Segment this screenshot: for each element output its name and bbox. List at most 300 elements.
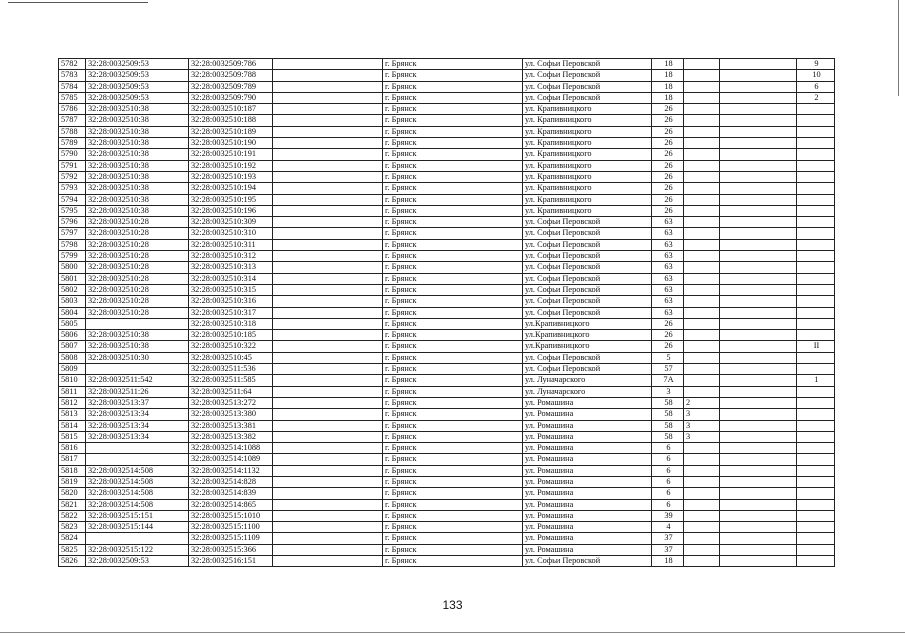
cadastral-number-cell: 32:28:0032510:188 [189, 115, 273, 126]
flat-number-cell [797, 149, 835, 160]
extra-field-cell [273, 409, 383, 420]
table-row [59, 364, 835, 375]
extra-field-cell [273, 544, 383, 555]
table-row [59, 533, 835, 544]
extra-field-cell [273, 364, 383, 375]
city-cell: г. Брянск [383, 239, 523, 250]
building-number-cell: 3 [684, 431, 720, 442]
cadastral-number-cell: 32:28:0032509:788 [189, 70, 273, 81]
parent-cadastral-number-cell: 32:28:0032510:38 [86, 126, 189, 137]
parent-cadastral-number-cell: 32:28:0032510:28 [86, 262, 189, 273]
cadastral-number-cell: 32:28:0032510:196 [189, 205, 273, 216]
parent-cadastral-number-cell: 32:28:0032515:151 [86, 510, 189, 521]
parent-cadastral-number-cell: 32:28:0032514:508 [86, 476, 189, 487]
street-cell: ул. Софьи Перовской [523, 273, 652, 284]
city-cell: г. Брянск [383, 284, 523, 295]
house-number-cell: 39 [652, 510, 684, 521]
house-number-cell: 18 [652, 81, 684, 92]
table-row [59, 544, 835, 555]
flat-field-cell [720, 533, 797, 544]
extra-field-cell [273, 217, 383, 228]
extra-field-cell [273, 149, 383, 160]
cadastral-number-cell: 32:28:0032513:272 [189, 397, 273, 408]
street-cell: ул. Софьи Перовской [523, 92, 652, 103]
flat-number-cell [797, 171, 835, 182]
street-cell: ул. Крапивницкого [523, 194, 652, 205]
flat-field-cell [720, 138, 797, 149]
extra-field-cell [273, 307, 383, 318]
parent-cadastral-number-cell: 32:28:0032513:34 [86, 431, 189, 442]
street-cell: ул. Ромашина [523, 443, 652, 454]
house-number-cell: 6 [652, 476, 684, 487]
cadastral-number-cell: 32:28:0032510:185 [189, 330, 273, 341]
flat-number-cell [797, 454, 835, 465]
flat-field-cell [720, 126, 797, 137]
building-number-cell [684, 217, 720, 228]
house-number-cell: 26 [652, 171, 684, 182]
row-number-cell: 5819 [59, 476, 86, 487]
flat-number-cell [797, 126, 835, 137]
house-number-cell: 3 [652, 386, 684, 397]
house-number-cell: 63 [652, 228, 684, 239]
extra-field-cell [273, 386, 383, 397]
house-number-cell: 26 [652, 183, 684, 194]
street-cell: ул.Крапивницкого [523, 341, 652, 352]
house-number-cell: 26 [652, 194, 684, 205]
flat-field-cell [720, 284, 797, 295]
building-number-cell: 2 [684, 397, 720, 408]
cadastral-number-cell: 32:28:0032510:187 [189, 104, 273, 115]
house-number-cell: 63 [652, 251, 684, 262]
row-number-cell: 5795 [59, 205, 86, 216]
city-cell: г. Брянск [383, 499, 523, 510]
flat-field-cell [720, 488, 797, 499]
table-row [59, 273, 835, 284]
street-cell: ул. Софьи Перовской [523, 352, 652, 363]
extra-field-cell [273, 341, 383, 352]
flat-number-cell [797, 330, 835, 341]
flat-number-cell [797, 386, 835, 397]
parent-cadastral-number-cell: 32:28:0032510:28 [86, 228, 189, 239]
city-cell: г. Брянск [383, 318, 523, 329]
extra-field-cell [273, 510, 383, 521]
house-number-cell: 6 [652, 454, 684, 465]
city-cell: г. Брянск [383, 420, 523, 431]
building-number-cell [684, 239, 720, 250]
cadastral-number-cell: 32:28:0032510:314 [189, 273, 273, 284]
extra-field-cell [273, 431, 383, 442]
flat-number-cell [797, 409, 835, 420]
cadastral-number-cell: 32:28:0032510:189 [189, 126, 273, 137]
city-cell: г. Брянск [383, 92, 523, 103]
parent-cadastral-number-cell: 32:28:0032513:37 [86, 397, 189, 408]
parent-cadastral-number-cell: 32:28:0032509:53 [86, 81, 189, 92]
row-number-cell: 5787 [59, 115, 86, 126]
extra-field-cell [273, 476, 383, 487]
building-number-cell [684, 251, 720, 262]
parent-cadastral-number-cell: 32:28:0032510:28 [86, 251, 189, 262]
cadastral-number-cell: 32:28:0032511:585 [189, 375, 273, 386]
cadastral-number-cell: 32:28:0032515:1010 [189, 510, 273, 521]
house-number-cell: 57 [652, 364, 684, 375]
flat-number-cell [797, 510, 835, 521]
cadastral-number-cell: 32:28:0032510:311 [189, 239, 273, 250]
table-row [59, 239, 835, 250]
table-row [59, 443, 835, 454]
flat-field-cell [720, 217, 797, 228]
extra-field-cell [273, 92, 383, 103]
row-number-cell: 5822 [59, 510, 86, 521]
extra-field-cell [273, 228, 383, 239]
row-number-cell: 5801 [59, 273, 86, 284]
flat-field-cell [720, 228, 797, 239]
city-cell: г. Брянск [383, 330, 523, 341]
parent-cadastral-number-cell: 32:28:0032513:34 [86, 409, 189, 420]
parent-cadastral-number-cell: 32:28:0032510:38 [86, 160, 189, 171]
flat-field-cell [720, 251, 797, 262]
cadastral-number-cell: 32:28:0032509:786 [189, 59, 273, 70]
flat-field-cell [720, 499, 797, 510]
house-number-cell: 63 [652, 296, 684, 307]
cadastral-number-cell: 32:28:0032510:317 [189, 307, 273, 318]
row-number-cell: 5820 [59, 488, 86, 499]
row-number-cell: 5782 [59, 59, 86, 70]
row-number-cell: 5798 [59, 239, 86, 250]
flat-field-cell [720, 522, 797, 533]
building-number-cell [684, 70, 720, 81]
building-number-cell [684, 126, 720, 137]
city-cell: г. Брянск [383, 251, 523, 262]
city-cell: г. Брянск [383, 454, 523, 465]
parent-cadastral-number-cell: 32:28:0032510:28 [86, 307, 189, 318]
flat-number-cell [797, 397, 835, 408]
flat-number-cell [797, 251, 835, 262]
house-number-cell: 26 [652, 205, 684, 216]
flat-field-cell [720, 262, 797, 273]
house-number-cell: 63 [652, 273, 684, 284]
table-row [59, 262, 835, 273]
flat-field-cell [720, 104, 797, 115]
street-cell: ул. Софьи Перовской [523, 296, 652, 307]
flat-number-cell [797, 533, 835, 544]
parent-cadastral-number-cell: 32:28:0032510:38 [86, 138, 189, 149]
table-row [59, 138, 835, 149]
city-cell: г. Брянск [383, 126, 523, 137]
extra-field-cell [273, 296, 383, 307]
flat-field-cell [720, 510, 797, 521]
table-row [59, 296, 835, 307]
parent-cadastral-number-cell: 32:28:0032514:508 [86, 465, 189, 476]
flat-field-cell [720, 352, 797, 363]
street-cell: ул. Софьи Перовской [523, 262, 652, 273]
extra-field-cell [273, 273, 383, 284]
flat-number-cell [797, 522, 835, 533]
street-cell: ул. Софьи Перовской [523, 251, 652, 262]
building-number-cell [684, 138, 720, 149]
flat-number-cell: 2 [797, 92, 835, 103]
house-number-cell: 26 [652, 104, 684, 115]
street-cell: ул.Крапивницкого [523, 330, 652, 341]
city-cell: г. Брянск [383, 409, 523, 420]
row-number-cell: 5813 [59, 409, 86, 420]
flat-field-cell [720, 92, 797, 103]
cadastral-number-cell: 32:28:0032510:315 [189, 284, 273, 295]
street-cell: ул. Ромашина [523, 397, 652, 408]
row-number-cell: 5790 [59, 149, 86, 160]
cadastral-number-cell: 32:28:0032513:380 [189, 409, 273, 420]
flat-field-cell [720, 149, 797, 160]
flat-field-cell [720, 273, 797, 284]
row-number-cell: 5785 [59, 92, 86, 103]
row-number-cell: 5800 [59, 262, 86, 273]
extra-field-cell [273, 251, 383, 262]
flat-field-cell [720, 160, 797, 171]
street-cell: ул. Крапивницкого [523, 149, 652, 160]
parent-cadastral-number-cell: 32:28:0032510:38 [86, 115, 189, 126]
scan-edge-bottom [0, 632, 905, 633]
row-number-cell: 5814 [59, 420, 86, 431]
house-number-cell: 18 [652, 92, 684, 103]
city-cell: г. Брянск [383, 341, 523, 352]
table-row [59, 228, 835, 239]
street-cell: ул. Ромашина [523, 488, 652, 499]
row-number-cell: 5817 [59, 454, 86, 465]
building-number-cell [684, 273, 720, 284]
house-number-cell: 63 [652, 239, 684, 250]
street-cell: ул. Софьи Перовской [523, 81, 652, 92]
house-number-cell: 6 [652, 499, 684, 510]
flat-number-cell [797, 556, 835, 567]
flat-field-cell [720, 431, 797, 442]
row-number-cell: 5806 [59, 330, 86, 341]
flat-number-cell [797, 183, 835, 194]
house-number-cell: 6 [652, 443, 684, 454]
city-cell: г. Брянск [383, 443, 523, 454]
flat-number-cell [797, 239, 835, 250]
cadastral-number-cell: 32:28:0032510:322 [189, 341, 273, 352]
building-number-cell [684, 205, 720, 216]
flat-number-cell [797, 431, 835, 442]
parent-cadastral-number-cell [86, 533, 189, 544]
building-number-cell [684, 228, 720, 239]
table-row [59, 352, 835, 363]
page-number: 133 [442, 598, 463, 612]
flat-field-cell [720, 205, 797, 216]
house-number-cell: 26 [652, 318, 684, 329]
cadastral-number-cell: 32:28:0032514:865 [189, 499, 273, 510]
cadastral-number-cell: 32:28:0032513:381 [189, 420, 273, 431]
row-number-cell: 5796 [59, 217, 86, 228]
table-row [59, 318, 835, 329]
building-number-cell [684, 488, 720, 499]
cadastral-number-cell: 32:28:0032510:190 [189, 138, 273, 149]
row-number-cell: 5818 [59, 465, 86, 476]
extra-field-cell [273, 59, 383, 70]
flat-number-cell [797, 352, 835, 363]
house-number-cell: 18 [652, 59, 684, 70]
city-cell: г. Брянск [383, 386, 523, 397]
flat-field-cell [720, 194, 797, 205]
flat-number-cell [797, 284, 835, 295]
flat-number-cell [797, 138, 835, 149]
parent-cadastral-number-cell: 32:28:0032509:53 [86, 556, 189, 567]
extra-field-cell [273, 397, 383, 408]
table-row [59, 284, 835, 295]
table-row [59, 217, 835, 228]
parent-cadastral-number-cell: 32:28:0032510:38 [86, 104, 189, 115]
table-row [59, 386, 835, 397]
register-body [59, 59, 835, 567]
extra-field-cell [273, 499, 383, 510]
city-cell: г. Брянск [383, 217, 523, 228]
parent-cadastral-number-cell [86, 318, 189, 329]
flat-field-cell [720, 375, 797, 386]
parent-cadastral-number-cell: 32:28:0032510:38 [86, 149, 189, 160]
city-cell: г. Брянск [383, 149, 523, 160]
row-number-cell: 5810 [59, 375, 86, 386]
building-number-cell [684, 59, 720, 70]
cadastral-number-cell: 32:28:0032510:313 [189, 262, 273, 273]
extra-field-cell [273, 262, 383, 273]
extra-field-cell [273, 454, 383, 465]
city-cell: г. Брянск [383, 273, 523, 284]
street-cell: ул. Ромашина [523, 533, 652, 544]
street-cell: ул. Крапивницкого [523, 183, 652, 194]
street-cell: ул. Ромашина [523, 454, 652, 465]
parent-cadastral-number-cell: 32:28:0032510:28 [86, 284, 189, 295]
city-cell: г. Брянск [383, 70, 523, 81]
flat-number-cell [797, 544, 835, 555]
row-number-cell: 5792 [59, 171, 86, 182]
house-number-cell: 4 [652, 522, 684, 533]
row-number-cell: 5823 [59, 522, 86, 533]
street-cell: ул. Луначарского [523, 386, 652, 397]
cadastral-number-cell: 32:28:0032510:316 [189, 296, 273, 307]
table-row [59, 510, 835, 521]
parent-cadastral-number-cell: 32:28:0032509:53 [86, 92, 189, 103]
parent-cadastral-number-cell: 32:28:0032510:38 [86, 194, 189, 205]
cadastral-number-cell: 32:28:0032515:1109 [189, 533, 273, 544]
table-row [59, 251, 835, 262]
city-cell: г. Брянск [383, 194, 523, 205]
flat-field-cell [720, 476, 797, 487]
flat-number-cell [797, 488, 835, 499]
house-number-cell: 5 [652, 352, 684, 363]
flat-field-cell [720, 443, 797, 454]
table-row [59, 126, 835, 137]
flat-number-cell [797, 420, 835, 431]
city-cell: г. Брянск [383, 375, 523, 386]
city-cell: г. Брянск [383, 465, 523, 476]
table-row [59, 183, 835, 194]
building-number-cell [684, 522, 720, 533]
building-number-cell [684, 499, 720, 510]
flat-field-cell [720, 386, 797, 397]
city-cell: г. Брянск [383, 510, 523, 521]
row-number-cell: 5825 [59, 544, 86, 555]
cadastral-number-cell: 32:28:0032513:382 [189, 431, 273, 442]
extra-field-cell [273, 488, 383, 499]
flat-number-cell [797, 318, 835, 329]
row-number-cell: 5805 [59, 318, 86, 329]
street-cell: ул. Крапивницкого [523, 205, 652, 216]
building-number-cell [684, 115, 720, 126]
flat-number-cell: 10 [797, 70, 835, 81]
cadastral-number-cell: 32:28:0032514:1089 [189, 454, 273, 465]
city-cell: г. Брянск [383, 81, 523, 92]
street-cell: ул. Луначарского [523, 375, 652, 386]
flat-number-cell: 9 [797, 59, 835, 70]
table-row [59, 476, 835, 487]
extra-field-cell [273, 522, 383, 533]
building-number-cell [684, 476, 720, 487]
building-number-cell [684, 171, 720, 182]
table-row [59, 454, 835, 465]
table-row [59, 194, 835, 205]
building-number-cell: 3 [684, 409, 720, 420]
table-row [59, 420, 835, 431]
house-number-cell: 58 [652, 431, 684, 442]
parent-cadastral-number-cell: 32:28:0032511:542 [86, 375, 189, 386]
house-number-cell: 26 [652, 115, 684, 126]
house-number-cell: 63 [652, 217, 684, 228]
flat-number-cell [797, 307, 835, 318]
house-number-cell: 37 [652, 533, 684, 544]
table-row [59, 330, 835, 341]
house-number-cell: 26 [652, 160, 684, 171]
parent-cadastral-number-cell: 32:28:0032510:28 [86, 217, 189, 228]
parent-cadastral-number-cell: 32:28:0032510:28 [86, 239, 189, 250]
house-number-cell: 63 [652, 307, 684, 318]
house-number-cell: 26 [652, 330, 684, 341]
cadastral-number-cell: 32:28:0032509:789 [189, 81, 273, 92]
row-number-cell: 5788 [59, 126, 86, 137]
extra-field-cell [273, 352, 383, 363]
building-number-cell [684, 375, 720, 386]
flat-number-cell: 1 [797, 375, 835, 386]
flat-number-cell [797, 364, 835, 375]
street-cell: ул. Ромашина [523, 510, 652, 521]
flat-number-cell [797, 273, 835, 284]
table-row [59, 488, 835, 499]
row-number-cell: 5815 [59, 431, 86, 442]
cadastral-number-cell: 32:28:0032510:312 [189, 251, 273, 262]
flat-field-cell [720, 330, 797, 341]
parent-cadastral-number-cell [86, 364, 189, 375]
table-row [59, 409, 835, 420]
flat-field-cell [720, 364, 797, 375]
city-cell: г. Брянск [383, 59, 523, 70]
cadastral-number-cell: 32:28:0032509:790 [189, 92, 273, 103]
table-row [59, 59, 835, 70]
row-number-cell: 5816 [59, 443, 86, 454]
building-number-cell [684, 465, 720, 476]
cadastral-number-cell: 32:28:0032511:536 [189, 364, 273, 375]
flat-field-cell [720, 183, 797, 194]
row-number-cell: 5786 [59, 104, 86, 115]
parent-cadastral-number-cell: 32:28:0032509:53 [86, 59, 189, 70]
building-number-cell [684, 533, 720, 544]
street-cell: ул. Ромашина [523, 409, 652, 420]
flat-field-cell [720, 420, 797, 431]
flat-number-cell [797, 476, 835, 487]
flat-field-cell [720, 59, 797, 70]
building-number-cell [684, 352, 720, 363]
parent-cadastral-number-cell: 32:28:0032510:38 [86, 183, 189, 194]
building-number-cell [684, 341, 720, 352]
row-number-cell: 5803 [59, 296, 86, 307]
building-number-cell [684, 183, 720, 194]
